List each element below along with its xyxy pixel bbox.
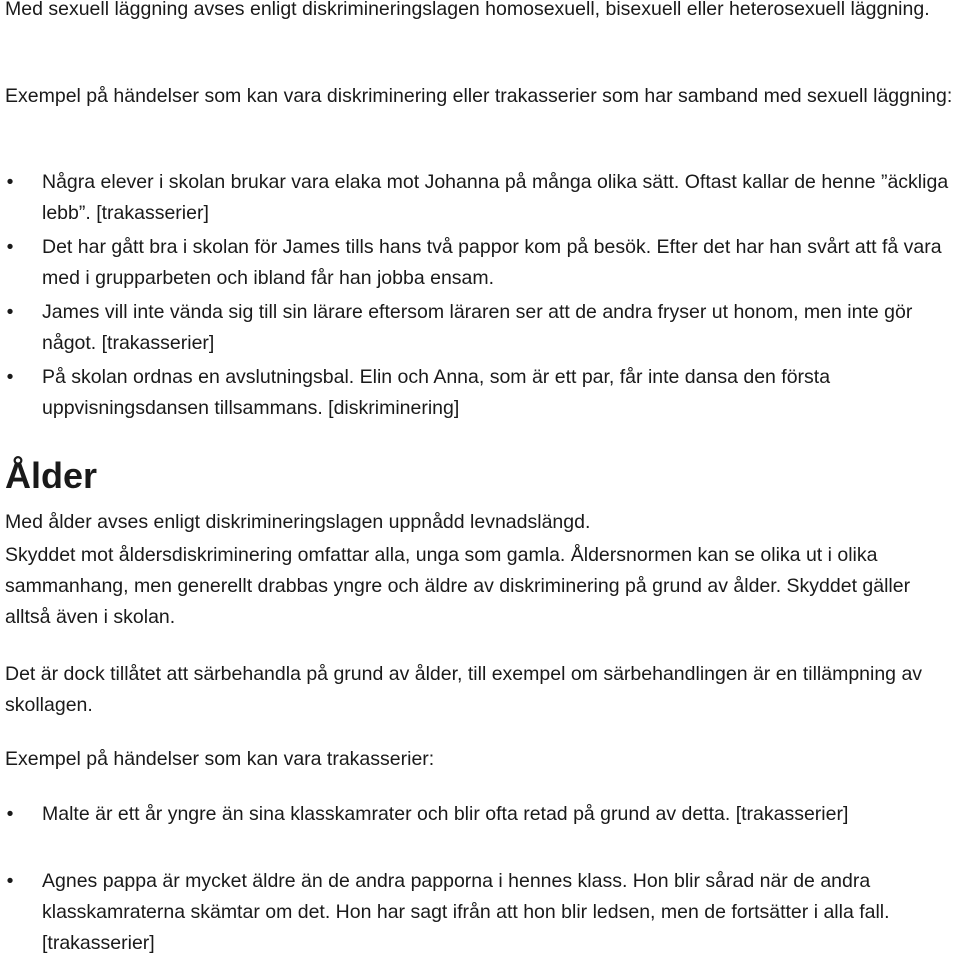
list-item-text: På skolan ordnas en avslutningsbal. Elin och Anna, som är ett par, får inte dansa den första uppvisningsdansen tillsammans. [diskriminering] [42, 366, 831, 419]
bullet-icon: • [6, 803, 14, 825]
list-item-text: Det har gått bra i skolan för James tills hans två pappor kom på besök. Efter det har han svårt att få vara med i grupparbeten och ibland får han jobba ensam. [42, 236, 942, 289]
sexual-orientation-definition: Med sexuell läggning avses enligt diskrimineringslagen homosexuell, bisexuell eller heterosexuell läggning. [5, 0, 930, 20]
section-heading-age: Ålder [5, 455, 98, 496]
bullet-icon: • [6, 870, 14, 892]
bullet-icon: • [6, 171, 14, 193]
age-examples-intro: Exempel på händelser som kan vara trakasserier: [5, 748, 435, 770]
bullet-icon: • [6, 366, 14, 388]
list-item-text: Agnes pappa är mycket äldre än de andra papporna i hennes klass. Hon blir sårad när de andra klasskamraterna skämtar om det. Hon har sagt ifrån att hon blir ledsen, men de fortsätter i alla fall. [trakasserier] [42, 870, 890, 954]
list-item-text: Malte är ett år yngre än sina klasskamrater och blir ofta retad på grund av detta. [trakasserier] [42, 803, 849, 825]
bullet-icon: • [6, 301, 14, 323]
bullet-icon: • [6, 236, 14, 258]
list-item-text: Några elever i skolan brukar vara elaka mot Johanna på många olika sätt. Oftast kallar de henne ”äckliga lebb”. [trakasserier] [42, 171, 949, 224]
list-item-text: James vill inte vända sig till sin lärare eftersom läraren ser att de andra fryser ut honom, men inte gör något. [trakasserier] [42, 301, 913, 354]
age-exception-paragraph: Det är dock tillåtet att särbehandla på grund av ålder, till exempel om särbehandlingen är en tillämpning av skollagen. [5, 663, 923, 716]
age-protection-paragraph: Skyddet mot åldersdiskriminering omfattar alla, unga som gamla. Åldersnormen kan se olika ut i olika sammanhang, men generellt drabbas yngre och äldre av diskriminering på grund av ålder. Skyddet gäller alltså även i skolan. [5, 544, 911, 628]
sexual-orientation-examples-intro: Exempel på händelser som kan vara diskriminering eller trakasserier som har samband med sexuell läggning: [5, 85, 953, 107]
age-definition: Med ålder avses enligt diskrimineringslagen uppnådd levnadslängd. [5, 511, 591, 533]
